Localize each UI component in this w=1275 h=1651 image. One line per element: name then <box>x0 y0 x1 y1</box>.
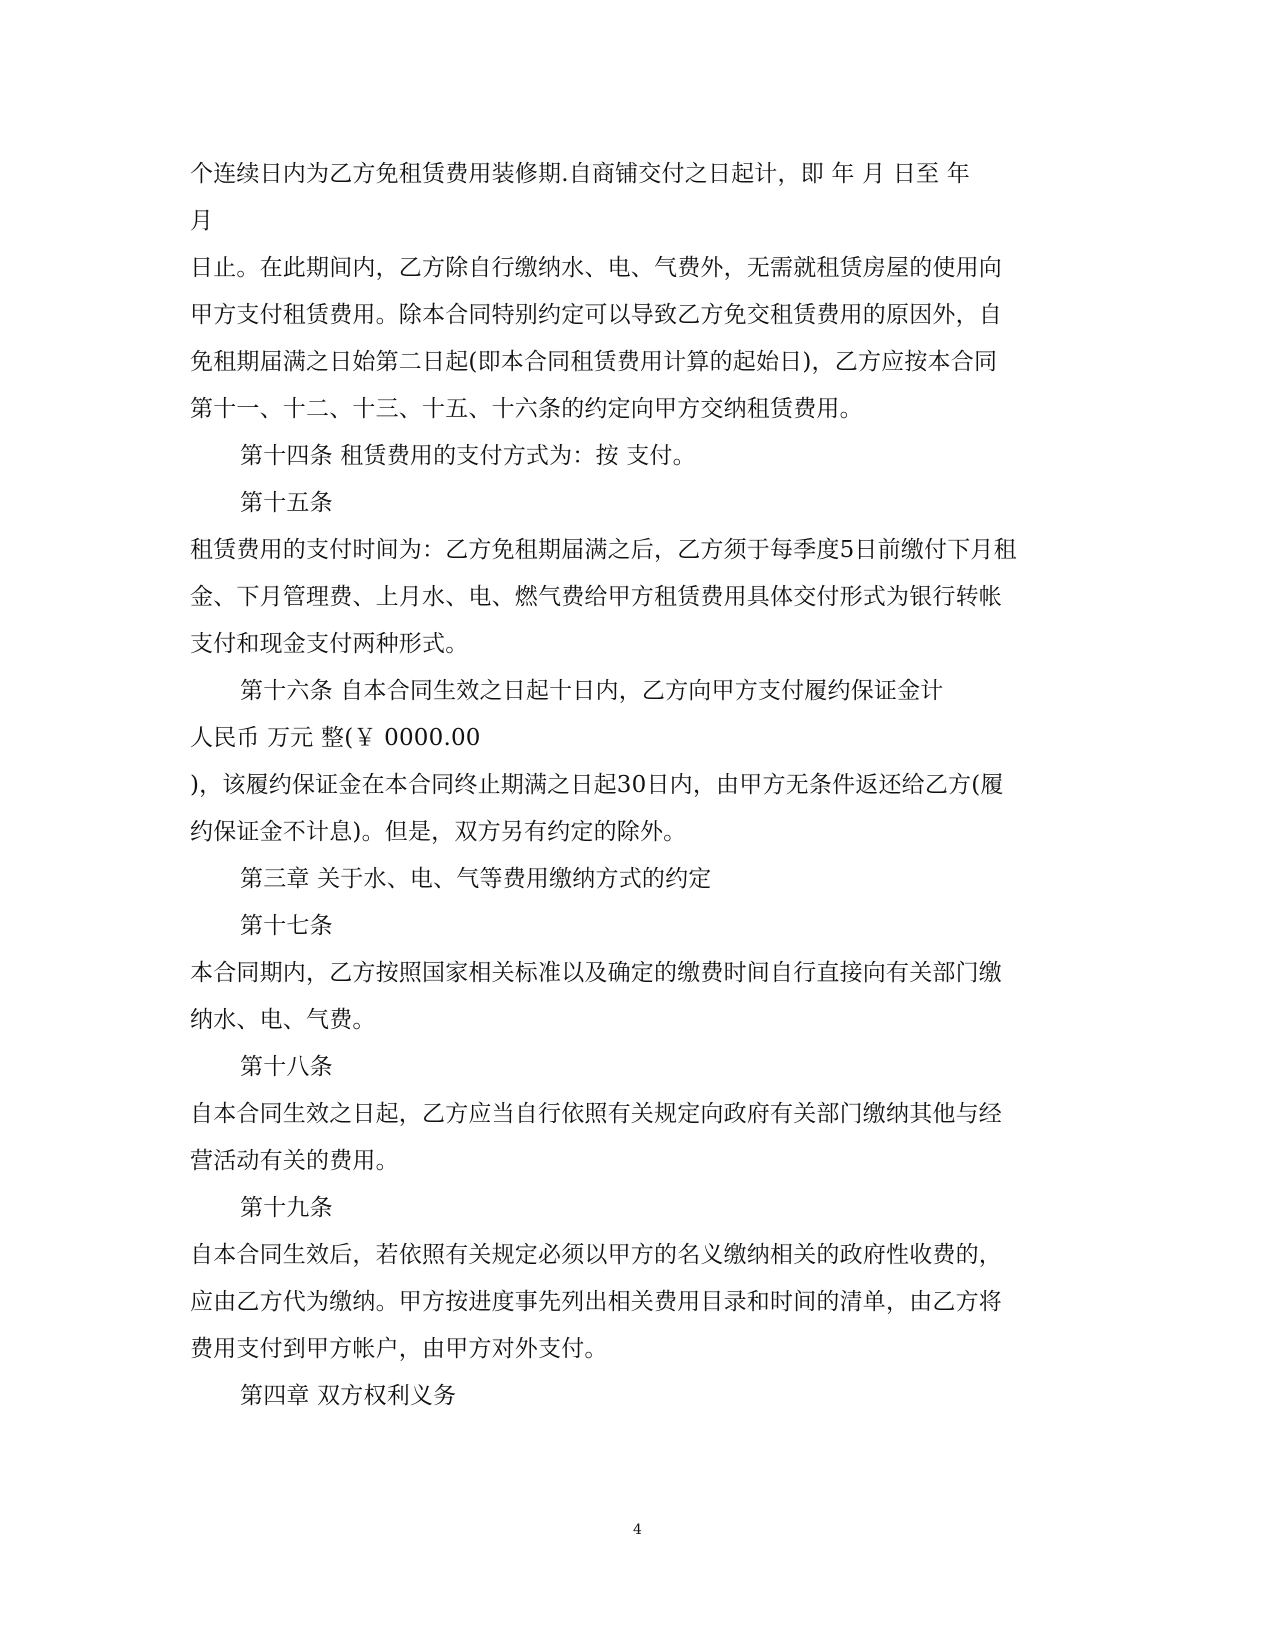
text-line: 本合同期内，乙方按照国家相关标准以及确定的缴费时间自行直接向有关部门缴 <box>190 960 1002 986</box>
text-line: 人民币 万元 整(￥ 0000.00 <box>190 725 481 751</box>
text-line: 个连续日内为乙方免租赁费用装修期.自商铺交付之日起计，即 年 月 日至 年 <box>190 161 970 187</box>
text-line: 营活动有关的费用。 <box>190 1148 399 1174</box>
text-line: 纳水、电、气费。 <box>190 1007 376 1033</box>
text-line: )，该履约保证金在本合同终止期满之日起30日内，由甲方无条件返还给乙方(履 <box>190 772 1004 798</box>
text-line: 甲方支付租赁费用。除本合同特别约定可以导致乙方免交租赁费用的原因外，自 <box>190 302 1002 328</box>
page-number: 4 <box>633 1522 642 1538</box>
article-heading: 第十八条 <box>240 1054 333 1080</box>
article-heading: 第十七条 <box>240 913 333 939</box>
article-heading: 第十五条 <box>240 490 333 516</box>
text-line: 支付和现金支付两种形式。 <box>190 631 469 657</box>
text-line: 金、下月管理费、上月水、电、燃气费给甲方租赁费用具体交付形式为银行转帐 <box>190 584 1002 610</box>
text-line: 免租期届满之日始第二日起(即本合同租赁费用计算的起始日)，乙方应按本合同 <box>190 349 998 375</box>
chapter-heading: 第三章 关于水、电、气等费用缴纳方式的约定 <box>240 866 712 892</box>
text-line: 费用支付到甲方帐户，由甲方对外支付。 <box>190 1336 608 1362</box>
text-line: 应由乙方代为缴纳。甲方按进度事先列出相关费用目录和时间的清单，由乙方将 <box>190 1289 1002 1315</box>
article-heading: 第十四条 租赁费用的支付方式为：按 支付。 <box>240 443 696 469</box>
text-line: 约保证金不计息)。但是，双方另有约定的除外。 <box>190 819 687 845</box>
article-heading: 第十六条 自本合同生效之日起十日内，乙方向甲方支付履约保证金计 <box>240 678 944 704</box>
text-line: 月 <box>190 208 214 234</box>
article-heading: 第十九条 <box>240 1195 333 1221</box>
chapter-heading: 第四章 双方权利义务 <box>240 1383 457 1409</box>
text-line: 第十一、十二、十三、十五、十六条的约定向甲方交纳租赁费用。 <box>190 396 863 422</box>
text-line: 租赁费用的支付时间为：乙方免租期届满之后，乙方须于每季度5日前缴付下月租 <box>190 537 1017 563</box>
text-line: 自本合同生效之日起，乙方应当自行依照有关规定向政府有关部门缴纳其他与经 <box>190 1101 1002 1127</box>
text-line: 自本合同生效后，若依照有关规定必须以甲方的名义缴纳相关的政府性收费的， <box>190 1242 1002 1268</box>
text-line: 日止。在此期间内，乙方除自行缴纳水、电、气费外，无需就租赁房屋的使用向 <box>190 255 1002 281</box>
